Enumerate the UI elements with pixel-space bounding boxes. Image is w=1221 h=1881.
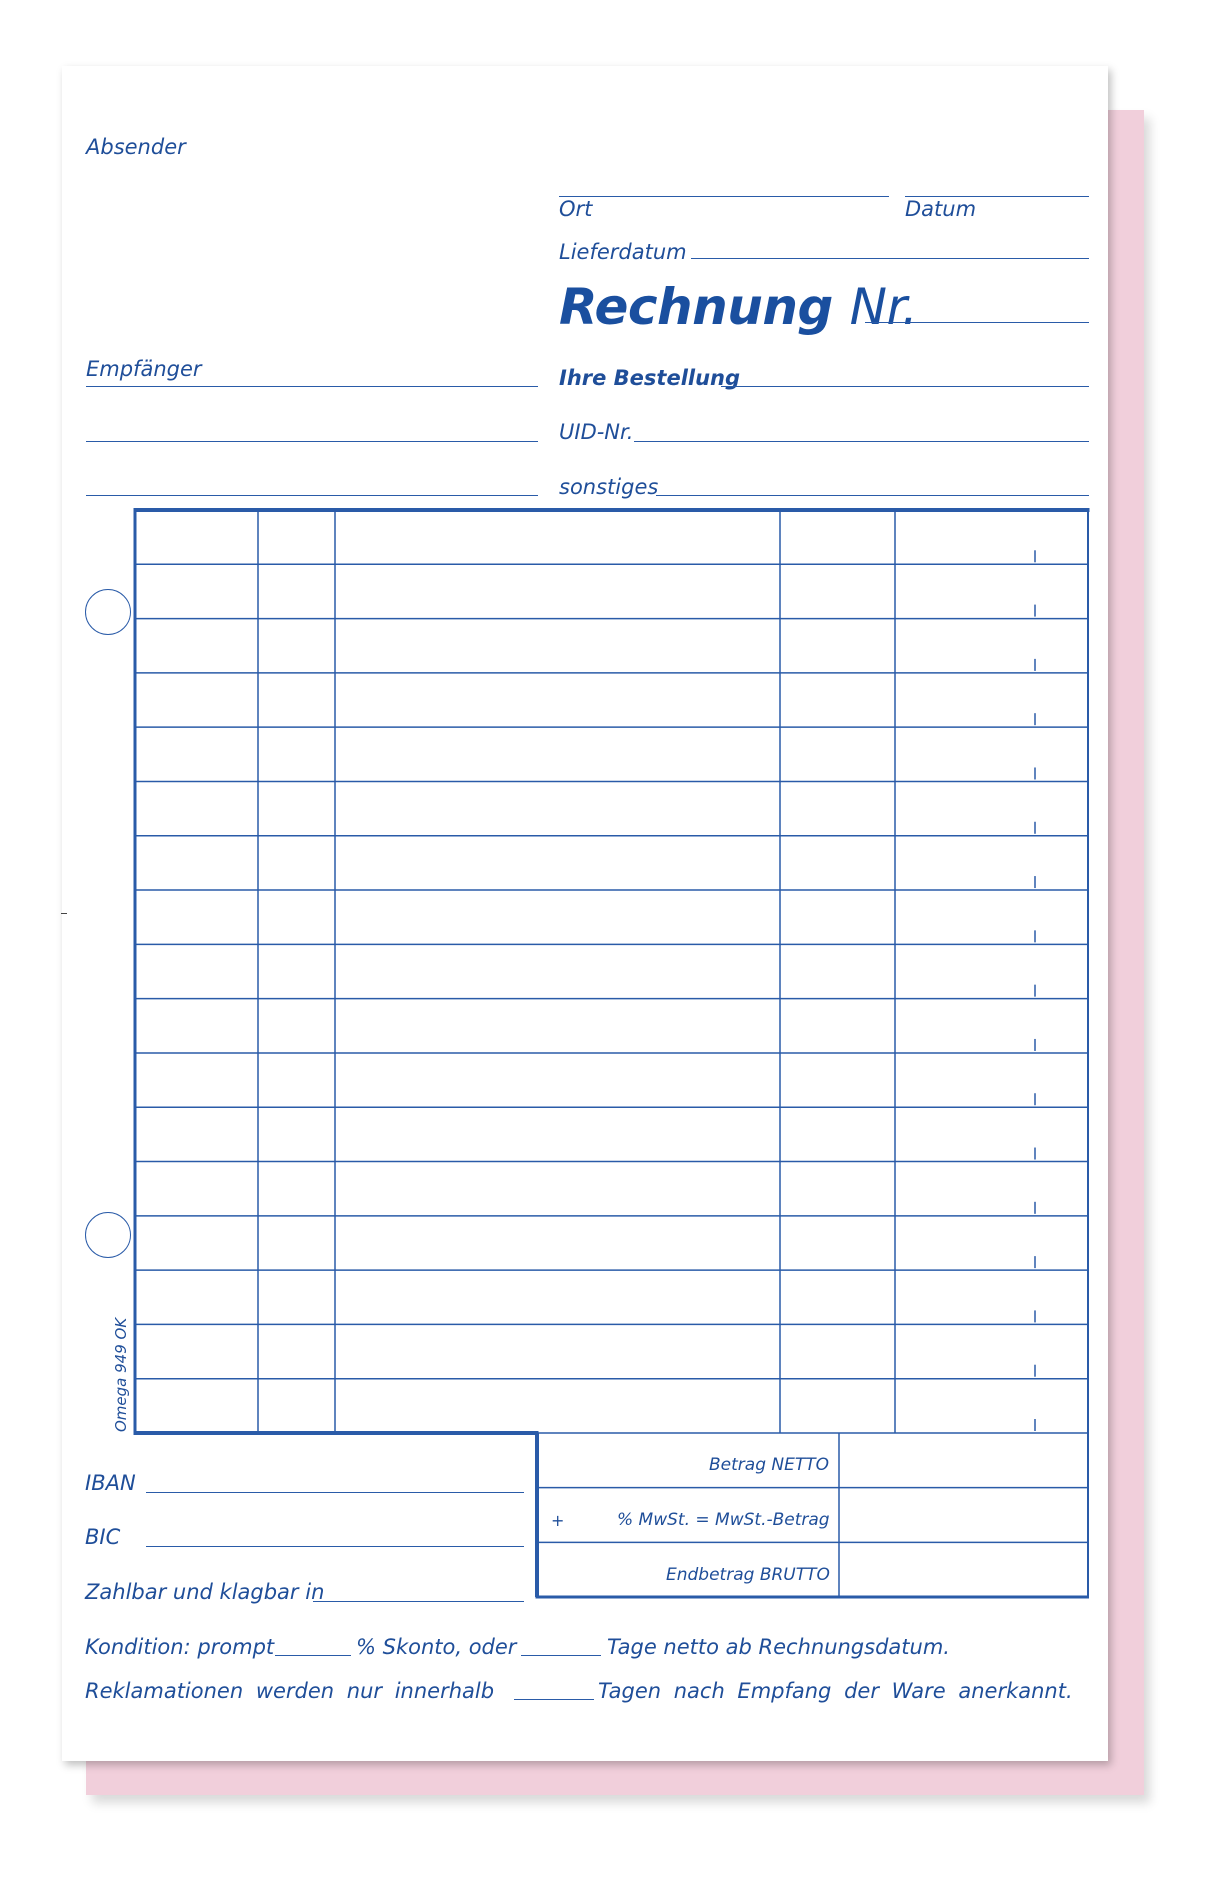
kondition-tage-line[interactable] [521,1655,601,1656]
ort-label: Ort [559,197,593,221]
absender-label: Absender [86,135,186,159]
bic-label: BIC [85,1525,121,1549]
kondition-part-a: Kondition: prompt [85,1635,275,1659]
ihre-bestellung-label: Ihre Bestellung [559,366,741,390]
reklamation-part-a: Reklamationen werden nur innerhalb [85,1679,495,1703]
mwst-label: % MwSt. = MwSt.-Betrag [617,1510,830,1530]
title-rechnung: Rechnung [559,278,833,336]
brutto-label: Endbetrag BRUTTO [666,1565,830,1585]
bic-line[interactable] [146,1546,524,1547]
plus-sign: + [551,1511,565,1530]
zahlbar-label: Zahlbar und klagbar in [85,1580,325,1604]
reklamation-line[interactable] [514,1699,594,1700]
kondition-part-c: Tage netto ab Rechnungsdatum. [607,1635,950,1659]
form-code-label: Omega 949 OK [112,1317,130,1432]
iban-line[interactable] [146,1492,524,1493]
title-nr: Nr. [849,278,918,336]
empfaenger-label: Empfänger [86,357,202,381]
uid-nr-label: UID-Nr. [559,420,634,444]
datum-label: Datum [905,197,977,221]
reklamation-part-b: Tagen nach Empfang der Ware anerkannt. [598,1679,1073,1703]
netto-label: Betrag NETTO [709,1455,829,1475]
iban-label: IBAN [85,1471,136,1495]
sonstiges-label: sonstiges [559,475,659,499]
kondition-prompt-line[interactable] [275,1655,351,1656]
lieferdatum-label: Lieferdatum [559,240,687,264]
kondition-part-b: % Skonto, oder [356,1635,517,1659]
zahlbar-line[interactable] [313,1601,524,1602]
